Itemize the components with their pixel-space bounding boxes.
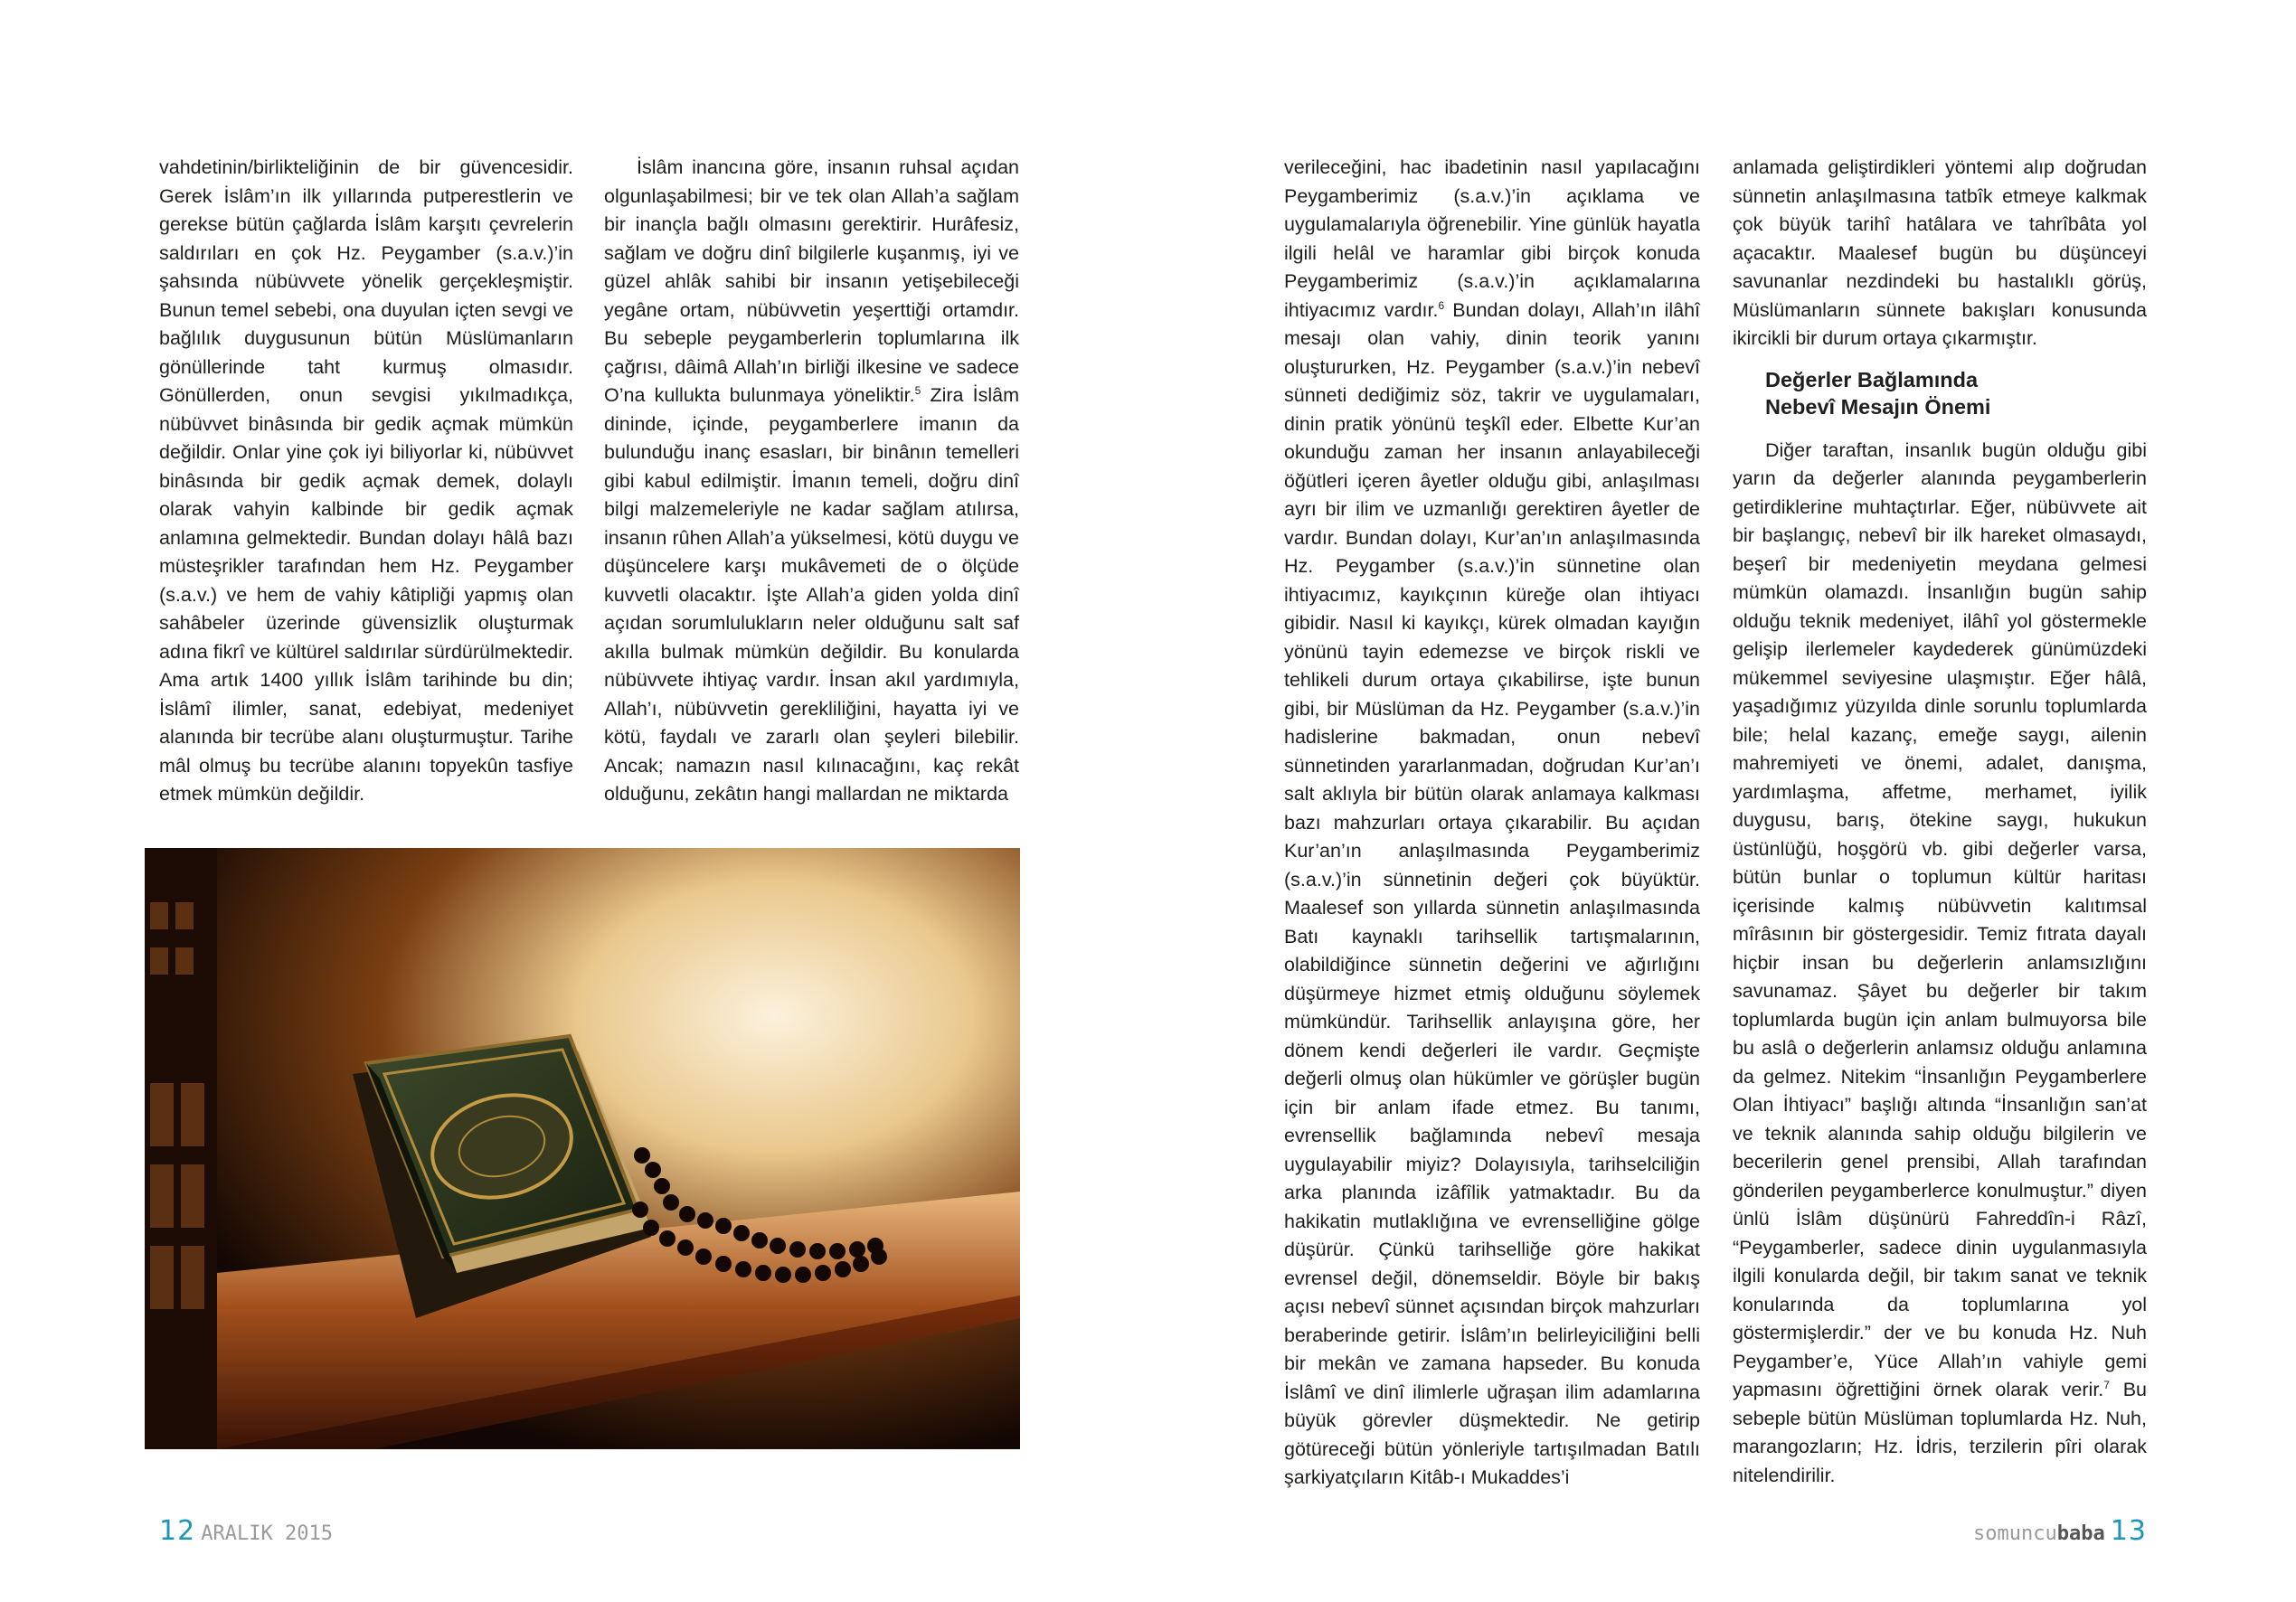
footnote-marker: 7 xyxy=(2103,1378,2110,1391)
paragraph xyxy=(604,154,1019,809)
paragraph xyxy=(1733,437,2147,1491)
quran-photo xyxy=(145,848,1020,1449)
paragraph-text: verileceğini, hac ibadetinin nasıl yapılacağını Peygamberimiz (s.a.v.)’in açıklama ve uygulamalarıyla öğrenebilir. Yine günlük hayatla ilgili helâl ve haramlar gibi birçok konuda Peygamberimiz (s.a.v.)’in açıklamalarına ihtiyacımız vardır. xyxy=(1284,156,1700,321)
page-folio-left xyxy=(159,1515,333,1547)
footnote-marker: 5 xyxy=(914,383,921,397)
paragraph xyxy=(1284,154,1700,1493)
section-heading xyxy=(1765,366,2147,420)
section-heading-line: Değerler Bağlamında xyxy=(1765,367,1979,391)
brand-part-bold: baba xyxy=(2056,1522,2105,1545)
paragraph-text: Diğer taraftan, insanlık bugün olduğu gibi yarın da değerler alanında peygamberlerin getirdiklerine muhtaçtırlar. Eğer, nübüvvete ait bir başlangıç, nebevî bir ilk hareket olmasaydı, beşerî bir medeniyetin meydana gelmesi mümkün olamazdı. İnsanlığın bugün sahip olduğu teknik medeniyet, ilâhî yol göstermekle gelişip ilerlemeler kaydederek günümüzdeki mükemmel seviyesine ulaşmıştır. Eğer hâlâ, yaşadığımız yüzyılda dinle sorunlu toplumlarda bile; helal kazanç, emeğe saygı, ailenin mahremiyeti ve önemi, adalet, danışma, yardımlaşma, affetme, merhamet, iyilik duygusu, barış, ötekine saygı, hukukun üstünlüğü, hoşgörü vb. gibi değerler varsa, bütün bunlar o toplumun kültür haritası içerisinde kalmış nübüvvetin kalıtımsal mîrâsının bir göstergesidir. Temiz fıtrata dayalı hiçbir insan bu değerlerin anlamsızlığını savunamaz. Şâyet bu değerler bir takım toplumlarda bugün için anlam bulmuyorsa bile bu aslâ o değerlerin anlamsız olduğu anlamına da gelmez. Nitekim “İnsanlığın Peygamberlere Olan İhtiyacı” başlığı altında “İnsanlığın san’at ve teknik alanında sahip olduğu bilgilerin ve becerilerin genel prensibi, Allah tarafından gönderilen peygamberlerce konulmuştur.” diyen ünlü İslâm düşünürü Fahreddîn-i Râzî, “Peygamberler, sadece dinin uygulanmasıyla ilgili konularda değil, bir takım sanat ve teknik konularında da toplumlarına yol göstermişlerdir.” der ve bu konuda Hz. Nuh Peygamber’e, Yüce Allah’ın vahiyle gemi yapmasını öğrettiğini örnek olarak verir. xyxy=(1733,438,2147,1400)
text-column-1 xyxy=(159,154,573,809)
text-column-3 xyxy=(1284,154,1700,1493)
paragraph: vahdetinin/birlikteliğinin de bir güvencesidir. Gerek İslâm’ın ilk yıllarında putperestlerin ve gerekse bütün çağlarda İslâm karşıtı çevrelerin saldırıları en çok Hz. Peygamber (s.a.v.)’in şahsında nübüvvete yönelik gerçekleşmiştir. Bunun temel sebebi, ona duyulan içten sevgi ve bağlılık duygusunun bütün Müslümanların gönüllerinde taht kurmuş olmasıdır. Gönüllerden, onun sevgisi yıkılmadıkça, nübüvvet binâsında bir gedik açmak mümkün değildir. Onlar yine çok iyi biliyorlar ki, nübüvvet binâsında bir gedik açmak demek, dolaylı olarak vahyin kalbinde bir gedik açmak anlamına gelmektedir. Bundan dolayı hâlâ bazı müsteşrikler tarafından hem Hz. Peygamber (s.a.v.) ve hem de vahiy kâtipliği yapmış olan sahâbeler üzerinde güvensizlik oluşturmak adına fikrî ve kültürel saldırılar sürdürülmektedir. Ama artık 1400 yıllık İslâm tarihinde bu din; İslâmî ilimler, sanat, edebiyat, medeniyet alanında bir tecrübe alanı oluşturmuştur. Tarihe mâl olmuş bu tecrübe alanını topyekûn tasfiye etmek mümkün değildir. xyxy=(159,156,573,805)
paragraph-text: Bundan dolayı, Allah’ın ilâhî mesajı olan vahiy, dinin teorik yanını oluştururken, Hz. Peygamber (s.a.v.)’in nebevî sünneti dediğimiz söz, takrir ve uygulamaları, dinin pratik yönünü teşkîl eder. Elbette Kur’an okunduğu zaman her insanın anlayabileceği öğütleri içeren âyetler olduğu gibi, anlaşılması ayrı bir ilim ve uzmanlığı gerektiren âyetler de vardır. Bundan dolayı, Kur’an’ın anlaşılmasında Hz. Peygamber (s.a.v.)’in sünnetine olan ihtiyacımız, kayıkçının küreğe olan ihtiyacı gibidir. Nasıl ki kayıkçı, kürek olmadan kayığın yönünü tayin edemezse ve birçok riskli ve tehlikeli durum ortaya çıkabilirse, işte bunun gibi, bir Müslüman da Hz. Peygamber (s.a.v.)’in hadislerine bakmadan, onun nebevî sünnetinden yararlanmadan, doğrudan Kur’an’ı salt aklıyla bir bütün olarak anlamaya kalkması bazı mahzurları ortaya çıkarabilir. Bu açıdan Kur’an’ın anlaşılmasında Peygamberimiz (s.a.v.)’in sünnetinin değeri çok büyüktür. Maalesef son yıllarda sünnetin anlaşılmasında Batı kaynaklı tarihsellik tartışmalarının, olabildiğince sünnetin değerini ve ağırlığını düşürmeye hizmet etmiş olduğunu söylemek mümkündür. Tarihsellik anlayışına göre, her dönem kendi değerleri ile vardır. Geçmişte değerli olmuş olan hükümler ve görüşler bugün için bir anlam ifade etmez. Bu tanımı, evrensellik bağlamında nebevî mesaja uygulayabilir miyiz? Dolayısıyla, tarihselciliğin arka planında izâfîlik yatmaktadır. Bu da hakikatin mutlaklığına ve evrenselliğine gölge düşürür. Çünkü tarihselliğe göre hakikat evrensel değil, dönemseldir. Böyle bir bakış açısı nebevî sünnet açısından birçok mahzurları beraberinde getirir. İslâm’ın belirleyiciliğini belli bir mekân ve zamana hapseder. Bu konuda İslâmî ve dinî ilimlerle uğraşan ilim adamlarına büyük görevler düşmektedir. Ne getirip götüreceği bütün yönleriyle tartışılmadan Batılı şarkiyatçıların Kitâb-ı Mukaddes’i xyxy=(1284,298,1701,1488)
page-number: 13 xyxy=(2110,1515,2147,1547)
paragraph-text: İslâm inancına göre, insanın ruhsal açıdan olgunlaşabilmesi; bir ve tek olan Allah’a sağlam bir inançla bağlı olmasını gerektirir. Hurâfesiz, sağlam ve doğru dinî bilgilerle kuşanmış, iyi ve güzel ahlâk sahibi bir insanın yetişebileceği yegâne ortam, nübüvvetin yeşerttiği ortamdır. Bu sebeple peygamberlerin toplumlarına ilk çağrısı, dâimâ Allah’ın birliği ilkesine ve sadece O’na kullukta bulunmaya yöneliktir. xyxy=(604,156,1019,406)
text-column-2 xyxy=(604,154,1019,809)
paragraph: anlamada geliştirdikleri yöntemi alıp doğrudan sünnetin anlaşılmasına tatbîk etmeye kalkmak çok büyük tarihî hatâlara ve tahrîbâta yol açacaktır. Maalesef bugün bu düşünceyi savunanlar nezdindeki bu hastalıklı görüş, Müslümanların sünnete bakışları konusunda ikircikli bir durum ortaya çıkarmıştır. xyxy=(1733,156,2147,349)
section-heading-line: Nebevî Mesajın Önemi xyxy=(1765,394,1991,419)
text-column-4 xyxy=(1733,154,2147,1490)
magazine-brand xyxy=(1973,1522,2105,1545)
paragraph-text: Zira İslâm dininde, içinde, peygamberlere imanın da bulunduğu inanç esasları, bir binânın temelleri gibi kabul edilmiştir. İmanın temeli, doğru dinî bilgi malzemeleriyle ne kadar sağlam atılırsa, insanın rûhen Allah’a yükselmesi, kötü duygu ve düşüncelere karşı mukâvemeti de o ölçüde kuvvetli olacaktır. İşte Allah’a giden yolda dinî açıdan sorumlulukların neler olduğunu salt saf akılla bulmak mümkün değildir. Bu konularda nübüvvete ihtiyaç vardır. İnsan akıl yardımıyla, Allah’ı, nübüvvetin gerekliliğini, hayatta iyi ve kötü, faydalı ve zararlı olan şeyleri bilebilir. Ancak; namazın nasıl kılınacağını, kaç rekât olduğunu, zekâtın hangi mallardan ne miktarda xyxy=(604,384,1019,805)
quran-illustration xyxy=(145,848,1020,1449)
paragraph-text: Bu sebeple bütün Müslüman toplumlarda Hz. Nuh, marangozların; Hz. İdris, terzilerin pîri olarak nitelendirilir. xyxy=(1733,1379,2147,1486)
page-folio-right xyxy=(1973,1515,2147,1547)
carved-panel xyxy=(145,848,217,1449)
issue-date: ARALIK 2015 xyxy=(201,1522,333,1545)
footnote-marker: 6 xyxy=(1438,298,1445,312)
page-number: 12 xyxy=(159,1515,196,1547)
brand-part: somuncu xyxy=(1973,1522,2057,1545)
